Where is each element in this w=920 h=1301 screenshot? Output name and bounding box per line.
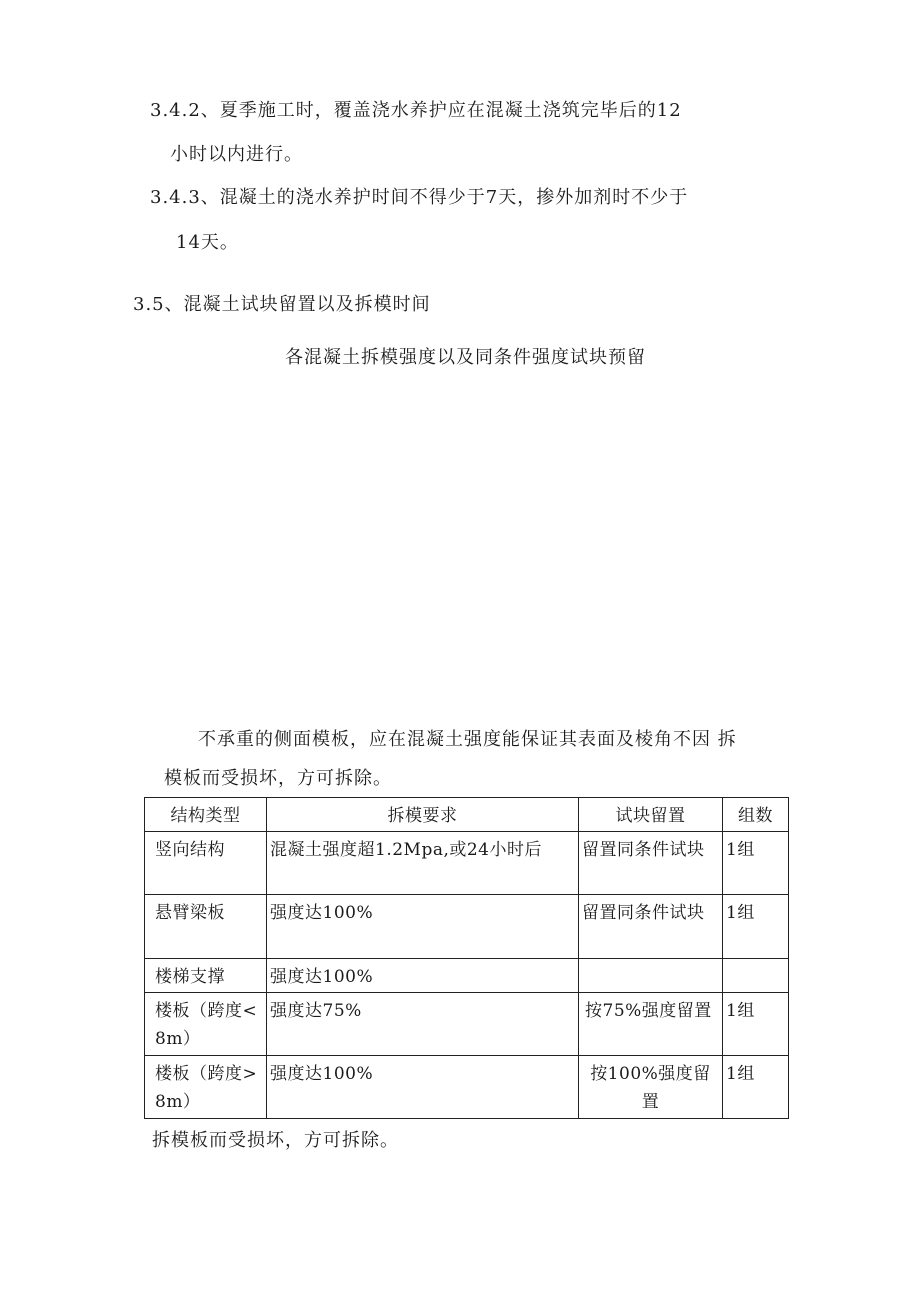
cell-specimen-retention: 留置同条件试块: [579, 895, 723, 959]
paragraph-3-4-2-line-1: 3.4.2、夏季施工时，覆盖浇水养护应在混凝土浇筑完毕后的12: [150, 100, 682, 121]
table-row: [145, 832, 789, 895]
cell-removal-requirement: 强度达100%: [267, 1056, 579, 1119]
header-removal-requirement: 拆模要求: [267, 798, 579, 832]
table-row: [145, 993, 789, 1056]
cell-removal-requirement: 强度达100%: [267, 959, 579, 993]
footer-line: 拆模板而受损坏，方可拆除。: [152, 1130, 399, 1151]
cell-structure-type: 竖向结构: [145, 832, 267, 895]
cell-specimen-retention: [579, 959, 723, 993]
header-specimen-retention: 试块留置: [579, 798, 723, 832]
cell-structure-type: 悬臂梁板: [145, 895, 267, 959]
cell-removal-requirement: 混凝土强度超1.2Mpa,或24小时后: [267, 832, 579, 895]
note-paragraph-line-2: 模板而受损坏，方可拆除。: [164, 768, 392, 789]
table-row: [145, 959, 789, 993]
cell-removal-requirement: 强度达75%: [267, 993, 579, 1056]
cell-group-count: 1组: [723, 832, 789, 895]
section-heading-3-5: 3.5、混凝土试块留置以及拆模时间: [133, 294, 431, 315]
cell-group-count: [723, 959, 789, 993]
cell-group-count: 1组: [723, 895, 789, 959]
note-paragraph-line-1: 不承重的侧面模板，应在混凝土强度能保证其表面及棱角不因 拆: [198, 729, 737, 750]
formwork-removal-table: [144, 797, 789, 1119]
table-header-row: [145, 798, 789, 832]
cell-structure-type: 楼梯支撑: [145, 959, 267, 993]
cell-structure-type: 楼板（跨度<8m）: [145, 993, 267, 1056]
cell-group-count: 1组: [723, 1056, 789, 1119]
cell-structure-type: 楼板（跨度>8m）: [145, 1056, 267, 1119]
cell-specimen-retention: 按75%强度留置: [579, 993, 723, 1056]
cell-group-count: 1组: [723, 993, 789, 1056]
cell-specimen-retention: 留置同条件试块: [579, 832, 723, 895]
table-row: [145, 1056, 789, 1119]
table-row: [145, 895, 789, 959]
table-caption: 各混凝土拆模强度以及同条件强度试块预留: [285, 347, 646, 368]
header-group-count: 组数: [723, 798, 789, 832]
paragraph-3-4-3-line-2: 14天。: [176, 232, 239, 253]
cell-removal-requirement: 强度达100%: [267, 895, 579, 959]
cell-specimen-retention: 按100%强度留置: [579, 1056, 723, 1119]
paragraph-3-4-3-line-1: 3.4.3、混凝土的浇水养护时间不得少于7天，掺外加剂时不少于: [150, 187, 689, 208]
header-structure-type: 结构类型: [145, 798, 267, 832]
paragraph-3-4-2-line-2: 小时以内进行。: [170, 144, 303, 165]
